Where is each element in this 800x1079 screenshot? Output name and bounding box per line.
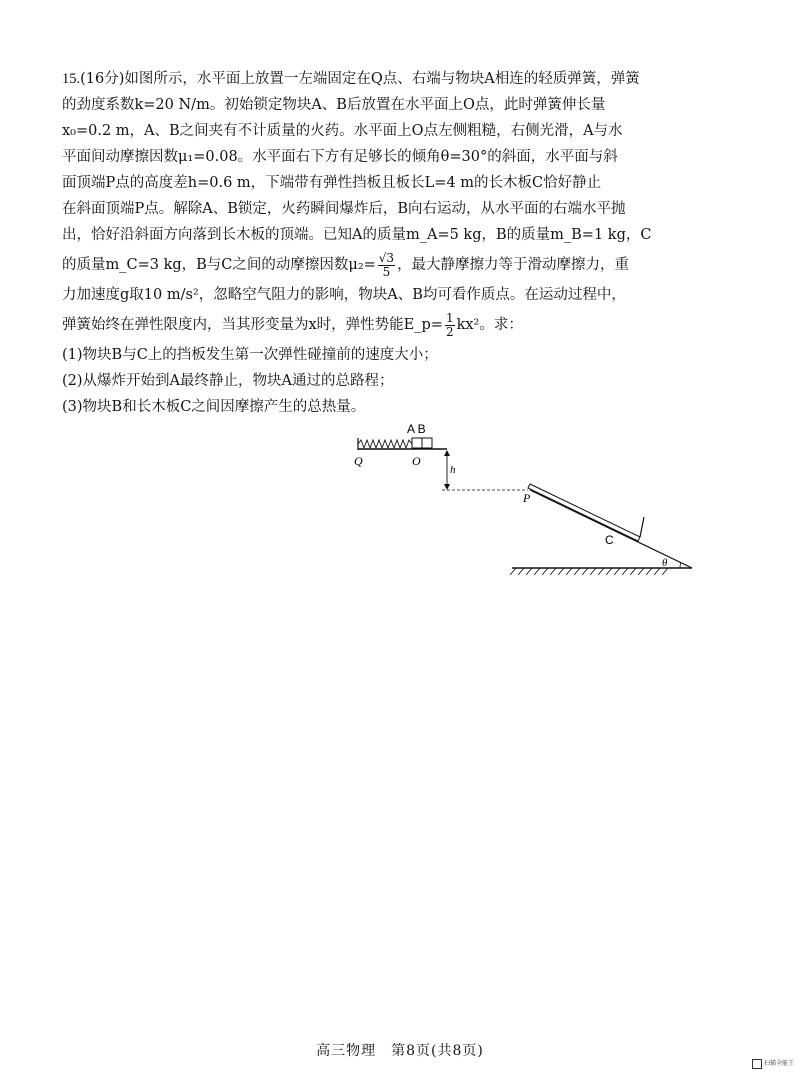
- qr-code-icon: [752, 1059, 762, 1069]
- fraction-numerator: 1: [445, 310, 454, 325]
- problem-line-10: [62, 308, 702, 342]
- label-c: C: [605, 533, 614, 547]
- problem-line-1: [62, 66, 702, 92]
- text-line: 的质量m_C=3 kg，B与C之间的动摩擦因数μ₂=: [62, 257, 376, 273]
- label-p: P: [523, 491, 531, 505]
- label-h: h: [450, 464, 456, 476]
- angle-arc: [680, 563, 681, 569]
- problem-line-7: 出，恰好沿斜面方向落到长木板的顶端。已知A的质量m_A=5 kg，B的质量m_B=1 kg，C: [62, 227, 652, 243]
- fraction-sqrt3-over-5: [378, 252, 395, 279]
- physics-diagram: [350, 418, 700, 583]
- text-line: ，最大静摩擦力等于滑动摩擦力，重: [397, 257, 630, 273]
- text-line: 弹簧始终在弹性限度内，当其形变量为x时，弹性势能E_p=: [62, 317, 443, 333]
- problem-line-8: [62, 248, 702, 282]
- fraction-denominator: 2: [445, 324, 454, 339]
- ground-hatching: [510, 568, 668, 575]
- incline-surface: [530, 490, 692, 568]
- fraction-numerator: √3: [378, 250, 395, 265]
- text-line: kx²。求：: [456, 317, 523, 333]
- height-arrow-bottom: [444, 484, 450, 490]
- problem-line-4: 平面间动摩擦因数μ₁=0.08。水平面右下方有足够长的倾角θ=30°的斜面，水平面与斜: [62, 149, 618, 165]
- height-arrow-top: [444, 450, 450, 456]
- scanner-watermark: [752, 1058, 794, 1069]
- fraction-one-half: [445, 312, 455, 339]
- long-board-c: [528, 484, 640, 541]
- fraction-denominator: 5: [382, 264, 391, 279]
- problem-points: (16分): [80, 71, 125, 87]
- label-ab: A B: [407, 422, 426, 436]
- label-o: O: [412, 454, 421, 468]
- spring: [358, 440, 412, 448]
- problem-line-6: 在斜面顶端P点。解除A、B锁定，火药瞬间爆炸后，B向右运动，从水平面的右端水平抛: [62, 201, 626, 217]
- text-line: 如图所示，水平面上放置一左端固定在Q点、右端与物块A相连的轻质弹簧，弹簧: [124, 71, 640, 87]
- block-b: [422, 438, 432, 448]
- watermark-text: 扫描全能王: [764, 1060, 795, 1067]
- block-a: [412, 438, 422, 448]
- problem-line-5: 面顶端P点的高度差h=0.6 m，下端带有弹性挡板且板长L=4 m的长木板C恰好静止: [62, 175, 602, 191]
- problem-line-2: 的劲度系数k=20 N/m。初始锁定物块A、B后放置在水平面上O点，此时弹簧伸长量: [62, 97, 606, 113]
- label-theta: θ: [662, 557, 668, 569]
- problem-line-9: 力加速度g取10 m/s²，忽略空气阻力的影响，物块A、B均可看作质点。在运动过程中，: [62, 287, 626, 303]
- problem-number: 15.: [62, 71, 81, 87]
- board-stopper: [640, 517, 644, 537]
- question-1: (1)物块B与C上的挡板发生第一次弹性碰撞前的速度大小；: [62, 347, 438, 363]
- label-q: Q: [354, 454, 363, 468]
- question-2: (2)从爆炸开始到A最终静止，物块A通过的总路程；: [62, 373, 394, 389]
- page-footer: 高三物理 第8页(共8页): [316, 1043, 484, 1059]
- question-3: (3)物块B和长木板C之间因摩擦产生的总热量。: [62, 399, 366, 415]
- problem-line-3: x₀=0.2 m，A、B之间夹有不计质量的火药。水平面上O点左侧粗糙，右侧光滑，A与水: [62, 123, 623, 139]
- problem-text: [62, 66, 702, 420]
